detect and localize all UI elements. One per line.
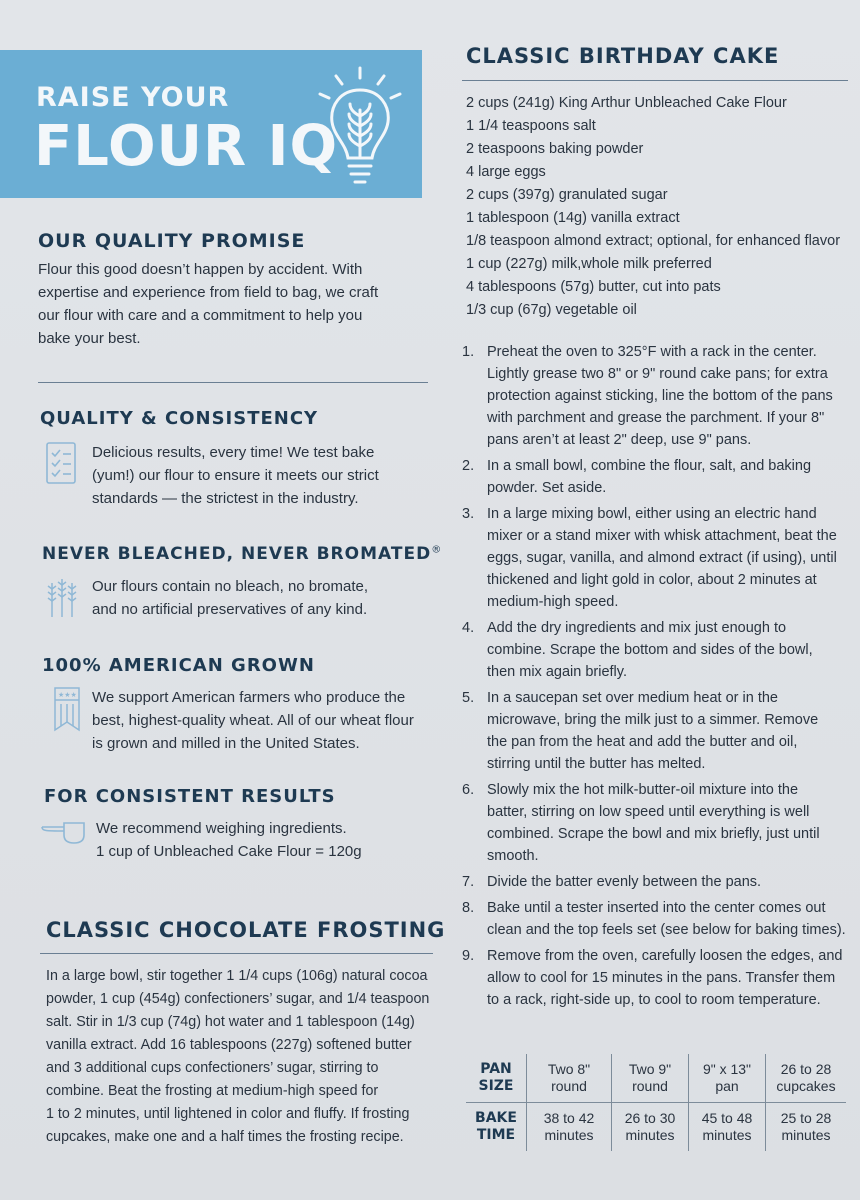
svg-text:★★★: ★★★ xyxy=(58,691,77,699)
text-line: We support American farmers who produce the xyxy=(92,689,406,706)
bake-time-cell xyxy=(612,1103,689,1152)
text-line: We recommend weighing ingredients. xyxy=(96,820,347,837)
ingredient-item: 1 cup (227g) milk,whole milk preferred xyxy=(466,256,712,272)
pan-size-cell xyxy=(766,1054,847,1103)
consistent-results-text xyxy=(96,817,436,863)
text-line: 1 to 2 minutes, until lightened in color and fluffy. If frosting xyxy=(46,1106,410,1122)
step-number: 6. xyxy=(462,782,475,798)
never-bleached-text xyxy=(92,575,432,621)
measuring-cup-icon xyxy=(40,817,86,847)
cell-line: minutes xyxy=(781,1127,831,1143)
wheat-icon xyxy=(44,575,80,619)
text-line: powder. Set aside. xyxy=(487,480,607,496)
cell-line: Two 9" xyxy=(628,1061,672,1077)
step-item xyxy=(462,687,848,775)
label-line: PAN xyxy=(480,1061,512,1077)
cell-line: round xyxy=(551,1078,587,1094)
text-line: Preheat the oven to 325°F with a rack in the center. xyxy=(487,344,817,360)
ingredient-item: 4 large eggs xyxy=(466,164,546,180)
step-item xyxy=(462,341,848,451)
pan-size-label xyxy=(466,1054,527,1103)
text-line: cupcakes, make one and a half times the frosting recipe. xyxy=(46,1129,404,1145)
quality-consistency-text xyxy=(92,441,432,510)
step-item xyxy=(462,871,848,893)
ingredient-item: 2 cups (397g) granulated sugar xyxy=(466,187,668,203)
text-line: combine. Beat the frosting at medium-high speed for xyxy=(46,1083,379,1099)
cell-line: cupcakes xyxy=(776,1078,836,1094)
quality-promise-text xyxy=(38,258,428,350)
ingredient-item: 2 cups (241g) King Arthur Unbleached Cake Flour xyxy=(466,95,787,111)
cell-line: pan xyxy=(715,1078,739,1094)
never-bleached-item xyxy=(44,575,434,625)
cell-line: minutes xyxy=(625,1127,675,1143)
quality-consistency-title: QUALITY & CONSISTENCY xyxy=(40,408,319,429)
step-number: 5. xyxy=(462,690,475,706)
text-line: Our flours contain no bleach, no bromate, xyxy=(92,578,368,595)
ingredient-item: 1 tablespoon (14g) vanilla extract xyxy=(466,210,680,226)
text-line: allow to cool for 15 minutes in the pans. Transfer them xyxy=(487,970,836,986)
cell-line: 26 to 30 xyxy=(624,1110,676,1126)
text-line: protection against sticking, line the bottom of the pans xyxy=(487,388,833,404)
pan-size-cell xyxy=(527,1054,612,1103)
step-number: 8. xyxy=(462,900,475,916)
never-bleached-title-text: NEVER BLEACHED, NEVER BROMATED xyxy=(42,544,432,564)
text-line: In a saucepan set over medium heat or in the xyxy=(487,690,778,706)
ingredient-item: 4 tablespoons (57g) butter, cut into pats xyxy=(466,279,721,295)
cell-line: 9" x 13" xyxy=(702,1061,752,1077)
quality-promise-section xyxy=(38,230,428,350)
american-grown-title: 100% AMERICAN GROWN xyxy=(42,655,315,676)
text-line: 1 cup of Unbleached Cake Flour = 120g xyxy=(96,843,362,860)
label-line: SIZE xyxy=(478,1078,514,1094)
step-item xyxy=(462,503,848,613)
ingredient-item: 2 teaspoons baking powder xyxy=(466,141,644,157)
text-line: Delicious results, every time! We test bake xyxy=(92,444,375,461)
text-line: powder, 1 cup (454g) confectioners’ sugar, and 1/4 teaspoon xyxy=(46,991,430,1007)
ingredient-item: 1/8 teaspoon almond extract; optional, for enhanced flavor xyxy=(466,233,841,249)
checklist-icon xyxy=(44,441,78,485)
step-item xyxy=(462,455,848,499)
text-line: smooth. xyxy=(487,848,539,864)
banner-line2: FLOUR IQ xyxy=(34,114,339,179)
text-line: best, highest-quality wheat. All of our wheat flour xyxy=(92,712,414,729)
text-line: thickened and light gold in color, about 2 minutes at xyxy=(487,572,817,588)
bake-time-label xyxy=(466,1103,527,1152)
cell-line: 25 to 28 xyxy=(780,1110,832,1126)
text-line: our flour with care and a commitment to help you xyxy=(38,307,363,324)
text-line: mixer or a stand mixer with whisk attachment, beat the xyxy=(487,528,837,544)
text-line: clean and the top feels set (see below for baking times). xyxy=(487,922,846,938)
text-line: the pan from the heat and add the butter and oil, xyxy=(487,734,798,750)
step-item xyxy=(462,945,848,1011)
registered-mark: ® xyxy=(431,544,443,556)
divider xyxy=(462,80,848,81)
step-number: 7. xyxy=(462,874,475,890)
text-line: Lightly grease two 8" or 9" round cake pans; for extra xyxy=(487,366,828,382)
american-grown-item xyxy=(44,686,434,756)
bake-time-cell xyxy=(527,1103,612,1152)
text-line: Remove from the oven, carefully loosen the edges, and xyxy=(487,948,843,964)
text-line: Add the dry ingredients and mix just enough to xyxy=(487,620,787,636)
cell-line: 26 to 28 xyxy=(780,1061,832,1077)
flour-iq-banner xyxy=(0,50,422,198)
text-line: combined. Scrape the bowl and mix briefly, just until xyxy=(487,826,820,842)
bake-time-table xyxy=(466,1054,846,1151)
text-line: (yum!) our flour to ensure it meets our strict xyxy=(92,467,379,484)
text-line: to a rack, right-side up, to cool to room temperature. xyxy=(487,992,821,1008)
text-line: pans aren’t at least 2" deep, use 9" pans. xyxy=(487,432,752,448)
text-line: Slowly mix the hot milk-butter-oil mixture into the xyxy=(487,782,799,798)
text-line: bake your best. xyxy=(38,330,141,347)
text-line: batter, stirring on low speed until everything is well xyxy=(487,804,810,820)
never-bleached-title xyxy=(42,544,442,564)
text-line: vanilla extract. Add 16 tablespoons (227g) softened butter xyxy=(46,1037,412,1053)
cell-line: minutes xyxy=(544,1127,594,1143)
cell-line: minutes xyxy=(702,1127,752,1143)
divider xyxy=(38,382,428,383)
consistent-results-item xyxy=(40,817,430,867)
step-number: 9. xyxy=(462,948,475,964)
step-number: 3. xyxy=(462,506,475,522)
ingredient-item: 1/3 cup (67g) vegetable oil xyxy=(466,302,637,318)
text-line: and 3 additional cups confectioners’ sugar, stirring to xyxy=(46,1060,379,1076)
cell-line: round xyxy=(632,1078,668,1094)
step-number: 1. xyxy=(462,344,475,360)
text-line: microwave, bring the milk just to a simmer. Remove xyxy=(487,712,819,728)
label-line: TIME xyxy=(476,1127,516,1143)
step-item xyxy=(462,897,848,941)
frosting-text xyxy=(46,965,446,1149)
banner-line1: RAISE YOUR xyxy=(36,82,230,113)
cell-line: 38 to 42 xyxy=(543,1110,595,1126)
text-line: and no artificial preservatives of any kind. xyxy=(92,601,368,618)
step-item xyxy=(462,779,848,867)
text-line: expertise and experience from field to bag, we craft xyxy=(38,284,379,301)
label-line: BAKE xyxy=(475,1110,517,1126)
text-line: medium-high speed. xyxy=(487,594,619,610)
american-grown-text xyxy=(92,686,432,755)
instruction-steps xyxy=(462,341,848,1015)
text-line: eggs, sugar, vanilla, and almond extract (if using), until xyxy=(487,550,837,566)
bake-time-row xyxy=(466,1103,846,1152)
text-line: combine. Scrape the bottom and sides of the bowl, xyxy=(487,642,813,658)
text-line: is grown and milled in the United States. xyxy=(92,735,360,752)
flag-banner-icon xyxy=(52,686,82,732)
step-item xyxy=(462,617,848,683)
divider xyxy=(40,953,433,954)
quality-consistency-item xyxy=(44,441,434,511)
text-line: Flour this good doesn’t happen by accident. With xyxy=(38,261,363,278)
text-line: salt. Stir in 1/3 cup (74g) hot water and 1 tablespoon (14g) xyxy=(46,1014,415,1030)
quality-promise-title: OUR QUALITY PROMISE xyxy=(38,230,306,252)
ingredient-item: 1 1/4 teaspoons salt xyxy=(466,118,596,134)
text-line: In a large mixing bowl, either using an electric hand xyxy=(487,506,817,522)
bake-time-cell xyxy=(689,1103,766,1152)
pan-size-cell xyxy=(689,1054,766,1103)
consistent-results-title: FOR CONSISTENT RESULTS xyxy=(44,786,336,807)
step-number: 2. xyxy=(462,458,475,474)
text-line: stirring until the butter has melted. xyxy=(487,756,706,772)
frosting-title: CLASSIC CHOCOLATE FROSTING xyxy=(46,918,446,942)
lightbulb-wheat-icon xyxy=(316,64,404,188)
cell-line: Two 8" xyxy=(547,1061,591,1077)
ingredient-list xyxy=(466,92,856,322)
step-number: 4. xyxy=(462,620,475,636)
text-line: then mix again briefly. xyxy=(487,664,627,680)
text-line: with parchment and grease the parchment. If your 8" xyxy=(487,410,825,426)
text-line: standards — the strictest in the industry. xyxy=(92,490,359,507)
text-line: In a small bowl, combine the flour, salt, and baking xyxy=(487,458,812,474)
cell-line: 45 to 48 xyxy=(701,1110,753,1126)
bake-time-cell xyxy=(766,1103,847,1152)
cake-title: CLASSIC BIRTHDAY CAKE xyxy=(466,44,780,68)
pan-size-cell xyxy=(612,1054,689,1103)
pan-size-row xyxy=(466,1054,846,1103)
text-line: Divide the batter evenly between the pans. xyxy=(487,874,762,890)
text-line: Bake until a tester inserted into the center comes out xyxy=(487,900,826,916)
text-line: In a large bowl, stir together 1 1/4 cups (106g) natural cocoa xyxy=(46,968,428,984)
